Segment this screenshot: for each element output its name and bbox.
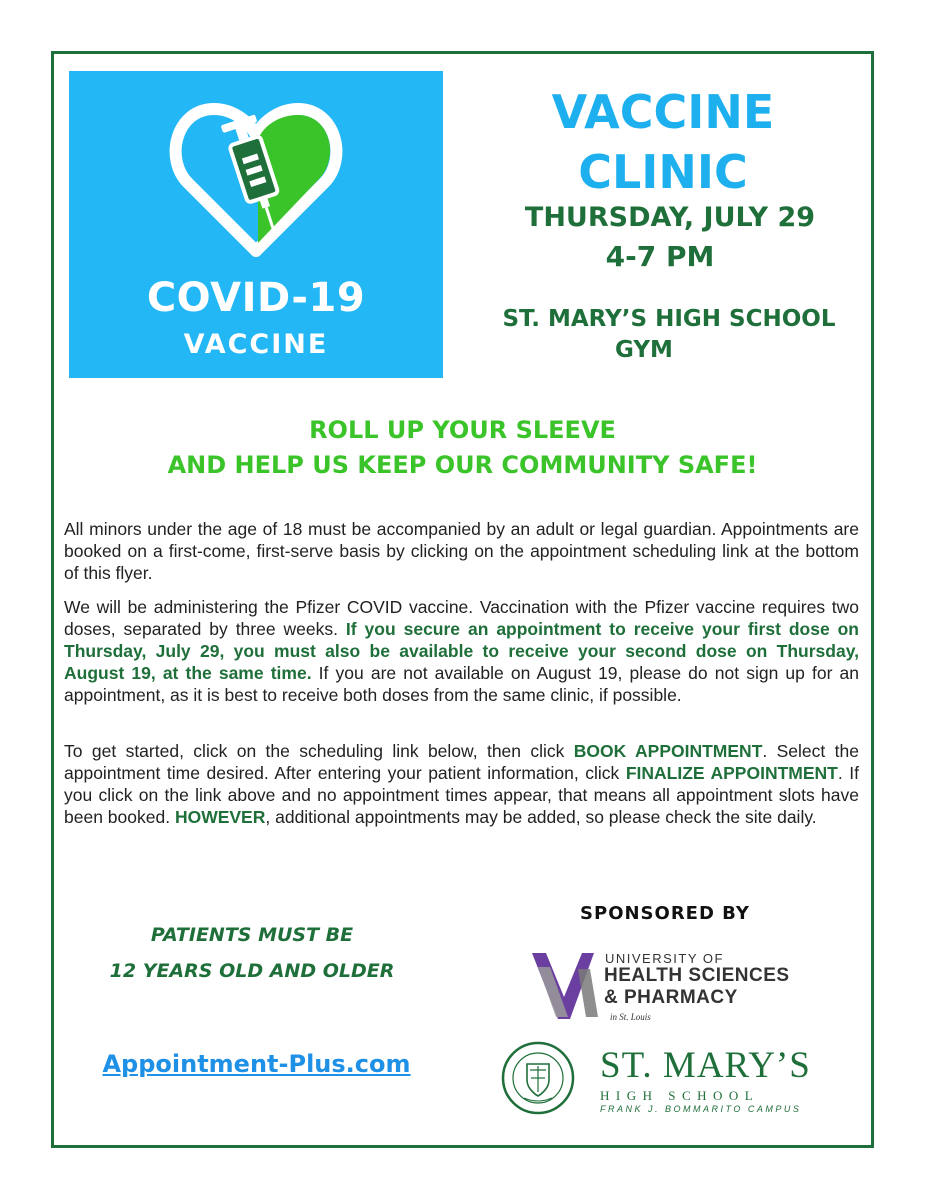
clinic-date: THURSDAY, JULY 29 <box>524 202 816 233</box>
uhsp-logo <box>520 945 850 1030</box>
logo-title: COVID-19 <box>146 275 366 321</box>
logo-subtitle: VACCINE <box>183 329 329 360</box>
paragraph-minors: All minors under the age of 18 must be accompanied by an adult or legal guardian. Appointments are booked on a first-come, first-serve basis by clicking on the appointment scheduling link at the bottom of this flyer. <box>64 519 859 583</box>
clinic-location-room: GYM <box>615 337 673 363</box>
slogan-line-1: ROLL UP YOUR SLEEVE <box>309 416 616 444</box>
uhsp-line-4: in St. Louis <box>610 1012 651 1022</box>
instructions-text-1: To get started, click on the scheduling link below, then click <box>64 741 574 761</box>
paragraph-pfizer <box>64 596 859 706</box>
instructions-text-3: . If you click on the link above and no appointment times appear, that means all appointment slots have been booked. <box>64 763 860 827</box>
clinic-location: ST. MARY’S HIGH SCHOOL <box>502 306 836 332</box>
slogan-line-2: AND HELP US KEEP OUR COMMUNITY SAFE! <box>167 451 758 479</box>
heart-syringe-icon <box>166 91 346 266</box>
smhs-name: ST. MARY’S <box>600 1045 811 1086</box>
appointment-plus-link[interactable]: Appointment-Plus.com <box>102 1050 411 1078</box>
clinic-time: 4-7 PM <box>605 240 715 273</box>
sponsored-by-heading: SPONSORED BY <box>580 903 750 924</box>
paragraph-pfizer-text: We will be administering the Pfizer COVID vaccine. Vaccination with the Pfizer vaccine requires two doses, separated by three weeks. <box>64 597 859 639</box>
st-marys-logo <box>500 1040 840 1120</box>
smhs-subtitle: HIGH SCHOOL <box>600 1088 760 1103</box>
uhsp-line-1: UNIVERSITY OF <box>605 951 724 966</box>
paragraph-pfizer-tail: If you are not available on August 19, please do not sign up for an appointment, as it is best to receive both doses from the same clinic, if possible. <box>64 663 859 705</box>
paragraph-instructions <box>64 740 859 828</box>
finalize-appointment-label: FINALIZE APPOINTMENT <box>625 763 838 783</box>
uhsp-line-2: HEALTH SCIENCES <box>604 965 790 986</box>
school-seal-icon <box>500 1040 576 1116</box>
covid-vaccine-logo <box>69 71 443 378</box>
smhs-campus: FRANK J. BOMMARITO CAMPUS <box>600 1104 802 1114</box>
headline-vaccine: VACCINE <box>551 85 775 139</box>
eligibility-line-1: PATIENTS MUST BE <box>150 924 354 946</box>
headline-clinic: CLINIC <box>578 145 748 199</box>
book-appointment-label: BOOK APPOINTMENT <box>573 741 763 761</box>
eligibility-line-2: 12 YEARS OLD AND OLDER <box>109 960 395 982</box>
instructions-text-2: . Select the appointment time desired. After entering your patient information, click <box>64 741 859 783</box>
second-dose-notice: If you secure an appointment to receive your first dose on Thursday, July 29, you must also be available to receive your second dose on Thursday, August 19, at the same time. <box>64 619 859 683</box>
uhsp-logo-icon <box>524 947 604 1027</box>
instructions-text-4: , additional appointments may be added, so please check the site daily. <box>265 807 817 827</box>
however-label: HOWEVER <box>174 807 266 827</box>
uhsp-line-3: & PHARMACY <box>604 987 738 1008</box>
